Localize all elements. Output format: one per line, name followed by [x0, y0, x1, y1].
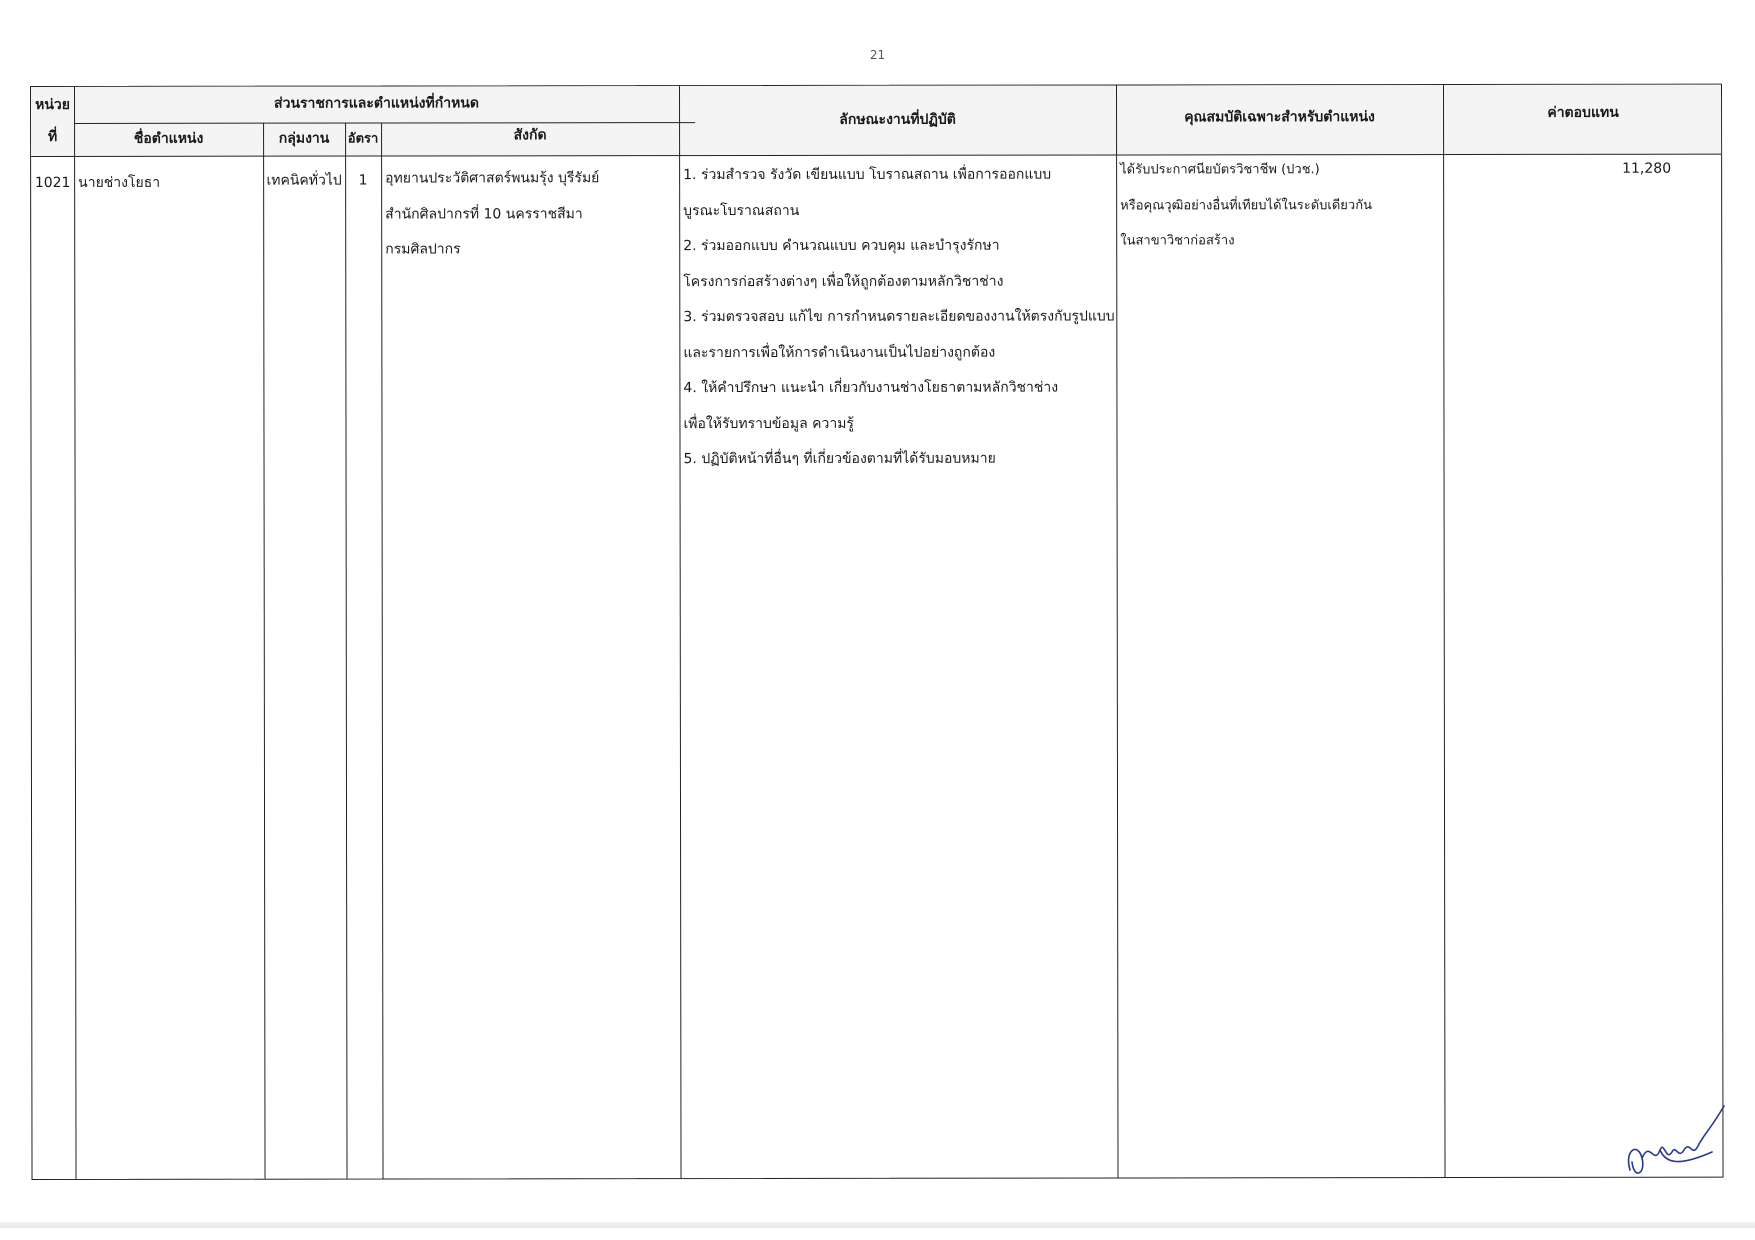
- affiliation-line: กรมศิลปากร: [385, 241, 461, 258]
- header-duties: ลักษณะงานที่ปฏิบัติ: [839, 111, 956, 128]
- col-divider-duties: [1116, 85, 1119, 1177]
- handwritten-signature: [1620, 1100, 1730, 1190]
- cell-duties: [683, 166, 1115, 486]
- col-divider-qualifications: [1443, 85, 1446, 1177]
- duty-line: 2. ร่วมออกแบบ คำนวณแบบ ควบคุม และบำรุงรักษา: [683, 237, 1000, 255]
- duty-line: 4. ให้คำปรึกษา แนะนำ เกี่ยวกับงานช่างโยธาตามหลักวิชาช่าง: [683, 379, 1059, 397]
- cell-position-name: นายช่างโยธา: [78, 174, 161, 191]
- header-work-group: กลุ่มงาน: [278, 130, 330, 147]
- header-group-title: ส่วนราชการและตำแหน่งที่กำหนด: [274, 95, 479, 112]
- affiliation-line: อุทยานประวัติศาสตร์พนมรุ้ง บุรีรัมย์: [385, 170, 600, 187]
- qualification-line: หรือคุณวุฒิอย่างอื่นที่เทียบได้ในระดับเดียวกัน: [1120, 197, 1372, 213]
- header-position-name: ชื่อตำแหน่ง: [133, 130, 204, 147]
- cell-affiliation: [385, 170, 599, 277]
- cell-rate: 1: [358, 172, 368, 189]
- scan-bottom-edge: [0, 1222, 1755, 1228]
- cell-qualifications: [1120, 161, 1372, 268]
- header-unit-line2: ที่: [47, 128, 58, 145]
- duty-line: บูรณะโบราณสถาน: [683, 202, 800, 219]
- col-divider-rate: [381, 123, 383, 1179]
- qualification-line: ในสาขาวิชาก่อสร้าง: [1120, 233, 1235, 249]
- page-number: 21: [869, 48, 886, 62]
- duty-line: และรายการเพื่อให้การดำเนินงานเป็นไปอย่างถูกต้อง: [683, 344, 996, 361]
- duty-line: 3. ร่วมตรวจสอบ แก้ไข การกำหนดรายละเอียดของงานให้ตรงกับรูปแบบ: [683, 308, 1115, 326]
- duty-line: เพื่อให้รับทราบข้อมูล ความรู้: [683, 415, 854, 432]
- col-divider-affiliation: [679, 86, 682, 1178]
- qualification-line: ได้รับประกาศนียบัตรวิชาชีพ (ปวช.): [1120, 162, 1320, 178]
- affiliation-line: สำนักศิลปากรที่ 10 นครราชสีมา: [385, 205, 583, 223]
- position-table: [30, 84, 1724, 1180]
- col-divider-group: [345, 123, 347, 1179]
- header-affiliation: สังกัด: [513, 127, 547, 144]
- duty-line: 5. ปฏิบัติหน้าที่อื่นๆ ที่เกี่ยวข้องตามที่ได้รับมอบหมาย: [683, 450, 996, 468]
- header-qualifications: คุณสมบัติเฉพาะสำหรับตำแหน่ง: [1184, 109, 1375, 126]
- header-compensation: ค่าตอบแทน: [1547, 104, 1619, 121]
- header-unit-line1: หน่วย: [35, 96, 70, 113]
- cell-compensation: 11,280: [1622, 160, 1672, 177]
- duty-line: โครงการก่อสร้างต่างๆ เพื่อให้ถูกต้องตามหลักวิชาช่าง: [683, 273, 1004, 290]
- cell-work-group: เทคนิคทั่วไป: [266, 172, 342, 189]
- col-divider-unit: [74, 87, 77, 1179]
- duty-line: 1. ร่วมสำรวจ รังวัด เขียนแบบ โบราณสถาน เพื่อการออกแบบ: [683, 166, 1052, 184]
- cell-unit-no: 1021: [34, 174, 71, 191]
- col-divider-name: [263, 123, 265, 1179]
- header-rate: อัตรา: [347, 131, 379, 147]
